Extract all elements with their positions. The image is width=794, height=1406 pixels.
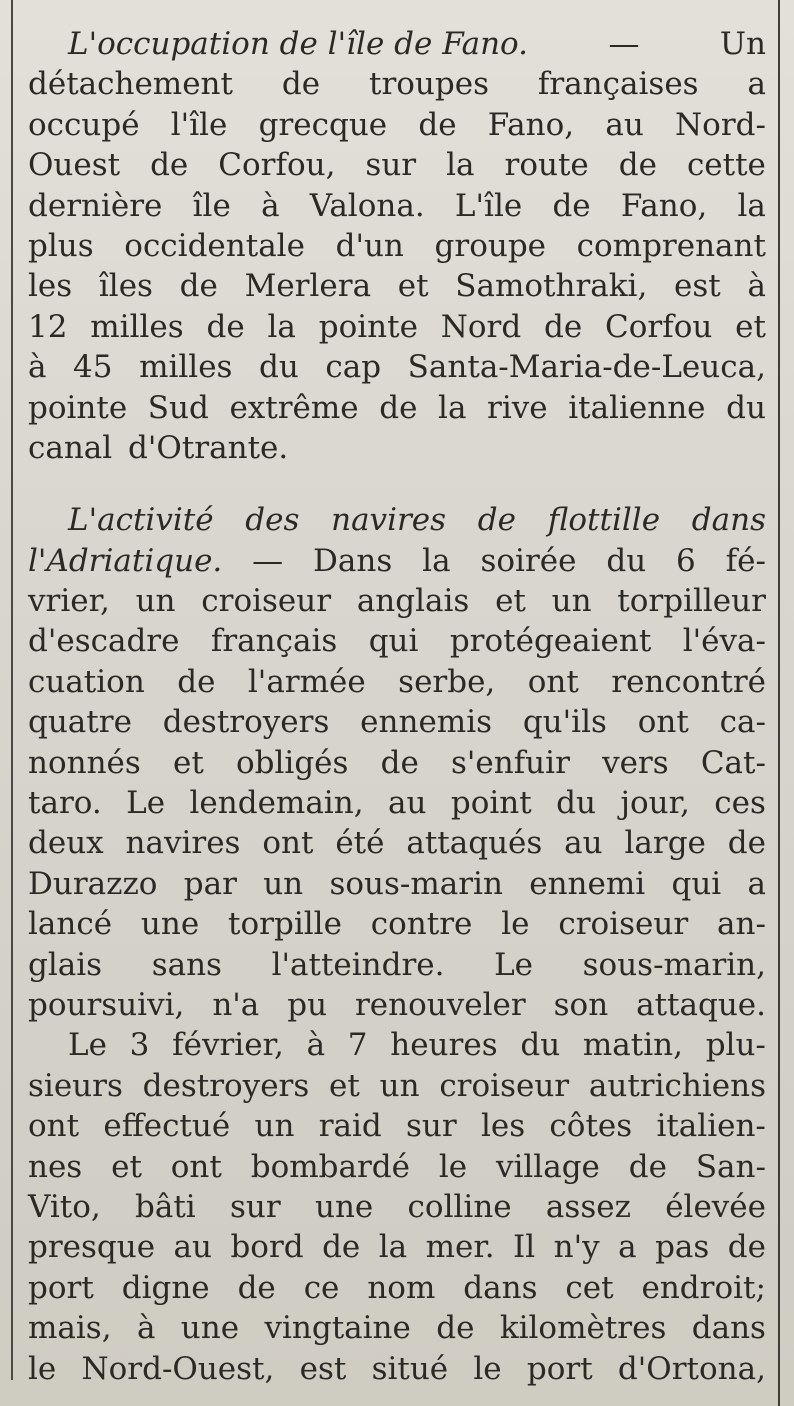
text-line [28, 1147, 766, 1187]
text-line [28, 1066, 766, 1106]
word: ont [637, 704, 689, 741]
word: obligés [235, 744, 349, 781]
word: d'escadre [28, 623, 180, 660]
word: ennemi [529, 865, 646, 902]
word: 45 [73, 349, 113, 386]
word: L'île [454, 187, 523, 224]
word: au [605, 106, 644, 143]
word: sur [406, 1108, 457, 1145]
text-line [28, 1227, 766, 1267]
word: large [624, 825, 706, 862]
word: îles [98, 268, 153, 305]
word: Nord-Ouest, [81, 1350, 275, 1387]
word: attaqués [406, 825, 543, 862]
word: au [173, 1229, 212, 1266]
word: taro. [28, 785, 102, 822]
word: février, [172, 1027, 284, 1064]
word: de [727, 825, 766, 862]
column-rule-right [778, 0, 780, 1406]
word: croiseur [201, 583, 332, 620]
word: ont [170, 1148, 222, 1185]
word: L'activité [68, 502, 214, 539]
text-line [28, 864, 766, 904]
word: la [438, 389, 467, 426]
paragraph-adriatique [28, 500, 766, 1025]
word: lendemain, [189, 785, 364, 822]
word: ces [714, 785, 766, 822]
word: occupé [28, 106, 140, 143]
word: vrier, [28, 583, 110, 620]
word: de [544, 308, 583, 345]
word: de [418, 106, 457, 143]
text-line [28, 702, 766, 742]
word: torpilleur [617, 583, 766, 620]
text-line [28, 226, 766, 266]
word: Samothraki, [455, 268, 648, 305]
text-line [28, 1025, 766, 1065]
text-line [28, 500, 766, 540]
word: attaque. [636, 986, 766, 1023]
word: l'Adriatique. [28, 542, 223, 579]
word: un [263, 865, 304, 902]
word: des [245, 502, 300, 539]
word: poursuivi, [28, 986, 185, 1023]
word: extrême [229, 389, 359, 426]
text-line [28, 1268, 766, 1308]
word: jour, [620, 785, 690, 822]
word: Santa-Maria-de-Leuca, [407, 349, 766, 386]
word: du [556, 785, 596, 822]
word: ont [527, 663, 579, 700]
word: nonnés [28, 744, 141, 781]
word: de [281, 66, 321, 103]
word: renouveler [354, 986, 526, 1023]
word: un [551, 583, 592, 620]
word: d'un [335, 227, 404, 264]
word: effectué [103, 1108, 231, 1145]
word: bâti [135, 1188, 196, 1225]
word: le [28, 1350, 57, 1387]
word: pas [655, 1229, 710, 1266]
text-line [28, 621, 766, 661]
word: de [436, 1310, 475, 1347]
word: Fano, [487, 106, 575, 143]
word: de [628, 1148, 667, 1185]
word: dernière [28, 187, 163, 224]
word: ce [303, 1269, 340, 1306]
article-column [28, 24, 766, 1389]
word: groupe [434, 227, 547, 264]
word: nom [367, 1269, 436, 1306]
word: Durazzo [28, 865, 158, 902]
word: milles [90, 308, 184, 345]
word: l'éva- [682, 623, 766, 660]
word: et [329, 1067, 360, 1104]
text-line [28, 145, 766, 185]
dash: — [608, 26, 640, 62]
word: contre [370, 906, 473, 943]
word: Il [513, 1229, 536, 1266]
word: quatre [28, 704, 132, 741]
word: la [378, 1229, 408, 1266]
word: d'Ortona, [617, 1350, 766, 1387]
word: de [379, 389, 418, 426]
word: ennemis [360, 704, 493, 741]
word: comprenant [576, 227, 766, 264]
word: la [737, 187, 766, 224]
word: navires [331, 502, 447, 539]
text-line [28, 347, 766, 387]
word: assez [545, 1188, 631, 1225]
word: an- [717, 906, 766, 943]
word: endroit; [641, 1269, 766, 1306]
text-line [28, 428, 766, 468]
word: ca- [719, 704, 766, 741]
word: rencontré [611, 663, 766, 700]
word: mais, [28, 1310, 112, 1347]
word: port [28, 1269, 94, 1306]
word: de [552, 187, 591, 224]
word: situé [371, 1350, 449, 1387]
word: les [480, 1108, 526, 1145]
word: a [747, 66, 766, 103]
word: anglais [356, 583, 470, 620]
word: Nord- [675, 106, 766, 143]
word: dans [463, 1269, 538, 1306]
word: bombardé [250, 1148, 410, 1185]
text-line [28, 64, 766, 104]
word: autrichiens [588, 1067, 766, 1104]
word: et [495, 583, 526, 620]
word: navires [125, 825, 241, 862]
word: ont [262, 825, 314, 862]
word: bord [230, 1229, 304, 1266]
text-line [28, 388, 766, 428]
text-line [28, 783, 766, 823]
word: les [28, 268, 73, 305]
word: la [422, 542, 451, 579]
word: de [206, 308, 245, 345]
word: la [446, 147, 475, 184]
word: nes [28, 1148, 83, 1185]
word: de [477, 502, 516, 539]
word: grecque [258, 106, 388, 143]
word: italienne [568, 389, 706, 426]
word: et [397, 268, 429, 305]
text-line [28, 307, 766, 347]
text-line [28, 1187, 766, 1227]
word: a [747, 865, 766, 902]
word: l'atteindre. [271, 946, 445, 983]
word: à [261, 187, 280, 224]
word: sur [365, 147, 417, 184]
word: un [254, 1108, 295, 1145]
word: San- [695, 1148, 766, 1185]
word: l'armée [247, 663, 366, 700]
word: destroyers [142, 1067, 310, 1104]
word: du [520, 1027, 561, 1064]
word: Corfou, [218, 147, 336, 184]
text-line [28, 266, 766, 306]
word: 12 [28, 308, 68, 345]
paragraph-fano [28, 24, 766, 468]
word: le [438, 1148, 468, 1185]
word: milles [139, 349, 233, 386]
word: un [379, 1067, 420, 1104]
word: à [747, 268, 766, 305]
text-line [28, 1308, 766, 1348]
word: dans [691, 1310, 766, 1347]
word: Le [126, 785, 166, 822]
word: plus [28, 227, 94, 264]
word: de [177, 663, 216, 700]
word: Corfou [605, 308, 713, 345]
word: port [526, 1350, 593, 1387]
word: torpille [228, 906, 342, 943]
word: occidentale [124, 227, 305, 264]
word: sous-marin, [582, 946, 766, 983]
word: de [727, 1229, 766, 1266]
word: troupes [368, 66, 489, 103]
word: matin, [582, 1027, 683, 1064]
word: détachement [28, 66, 233, 103]
word: italien- [656, 1108, 766, 1145]
text-line [28, 945, 766, 985]
paragraph-gap [28, 468, 766, 500]
word: raid [318, 1108, 382, 1145]
word: sous-marin [329, 865, 503, 902]
word: et [735, 308, 766, 345]
word: n'y [553, 1229, 600, 1266]
text-line [28, 743, 766, 783]
word: plu- [705, 1027, 766, 1064]
word: — [252, 542, 284, 579]
text-line [28, 186, 766, 226]
word: cette [686, 147, 766, 184]
word: de [618, 147, 657, 184]
word: point [450, 785, 532, 822]
word: vingtaine [264, 1310, 411, 1347]
word: Sud [147, 389, 209, 426]
word: du [606, 542, 647, 579]
word: croiseur [558, 906, 689, 943]
word: n'a [212, 986, 260, 1023]
word: du [259, 349, 299, 386]
word: deux [28, 825, 104, 862]
word: canal d'Otrante. [28, 429, 289, 466]
word: heures [390, 1027, 498, 1064]
text-line [28, 823, 766, 863]
word: est [674, 268, 721, 305]
word: le [501, 906, 530, 943]
word: à [136, 1310, 156, 1347]
section-heading: L'occupation de l'île de Fano. [68, 26, 529, 62]
word: flottille [547, 502, 661, 539]
word: soirée [480, 542, 577, 579]
word: île [192, 187, 231, 224]
word: à [306, 1027, 326, 1064]
word: 6 [676, 542, 696, 579]
text-line [28, 581, 766, 621]
text-line [28, 1106, 766, 1146]
word: pointe [28, 389, 128, 426]
word: dans [691, 502, 766, 539]
word: côtes [549, 1108, 633, 1145]
word: colline [407, 1188, 512, 1225]
word: Le [494, 946, 534, 983]
word: de [322, 1229, 361, 1266]
word: cap [325, 349, 382, 386]
word: à [28, 349, 47, 386]
word: serbe, [398, 663, 496, 700]
word: la [267, 308, 296, 345]
paragraph-san-vito [28, 1025, 766, 1389]
word: digne [121, 1269, 210, 1306]
word: une [180, 1310, 240, 1347]
word: croiseur [439, 1067, 570, 1104]
word: pu [287, 986, 328, 1023]
word: l'île [170, 106, 228, 143]
word: Fano, [620, 187, 708, 224]
text-line [28, 1349, 766, 1389]
word: pointe [318, 308, 418, 345]
word: une [314, 1188, 374, 1225]
word: ont [28, 1108, 80, 1145]
word: route [504, 147, 589, 184]
word: destroyers [162, 704, 330, 741]
word: a [618, 1229, 637, 1266]
word: de [150, 147, 189, 184]
text-line [28, 662, 766, 702]
word: une [140, 906, 200, 943]
word: rive [487, 389, 548, 426]
column-rule-left [11, 0, 13, 1380]
word: au [564, 825, 603, 862]
word: Nord [440, 308, 522, 345]
word: par [183, 865, 237, 902]
word: Vito, [28, 1188, 101, 1225]
word: Un [719, 26, 766, 62]
word: son [553, 986, 609, 1023]
word: lancé [28, 906, 113, 943]
word: fé- [725, 542, 766, 579]
word: qui [671, 865, 722, 902]
word: cuation [28, 663, 145, 700]
word: sur [230, 1188, 281, 1225]
word: mer. [425, 1229, 495, 1266]
word: est [299, 1350, 347, 1387]
text-line [28, 105, 766, 145]
word: qui [368, 623, 419, 660]
word: 3 [129, 1027, 150, 1064]
word: été [335, 825, 385, 862]
word: Cat- [700, 744, 766, 781]
word: kilomètres [499, 1310, 667, 1347]
text-line [28, 985, 766, 1025]
word: et [173, 744, 204, 781]
word: cet [565, 1269, 614, 1306]
word: au [387, 785, 427, 822]
word: du [726, 389, 766, 426]
word: sans [151, 946, 222, 983]
word: et [111, 1148, 142, 1185]
word: Ouest [28, 147, 121, 184]
word: français [210, 623, 338, 660]
word: de [237, 1269, 276, 1306]
word: s'enfuir [450, 744, 570, 781]
word: Le [68, 1027, 107, 1064]
word: protégeaient [449, 623, 652, 660]
word: village [495, 1148, 600, 1185]
text-line [28, 24, 766, 64]
word: élevée [665, 1188, 766, 1225]
word: de [380, 744, 419, 781]
word: Dans [313, 542, 393, 579]
word: presque [28, 1229, 156, 1266]
word: de [179, 268, 218, 305]
word: un [135, 583, 176, 620]
word: glais [28, 946, 103, 983]
word: qu'ils [522, 704, 607, 741]
word: Valona. [309, 187, 425, 224]
word: Merlera [244, 268, 372, 305]
word: sieurs [28, 1067, 123, 1104]
text-line [28, 541, 766, 581]
word: vers [602, 744, 669, 781]
word: le [473, 1350, 502, 1387]
text-line [28, 904, 766, 944]
word: françaises [537, 66, 699, 103]
word: 7 [347, 1027, 368, 1064]
